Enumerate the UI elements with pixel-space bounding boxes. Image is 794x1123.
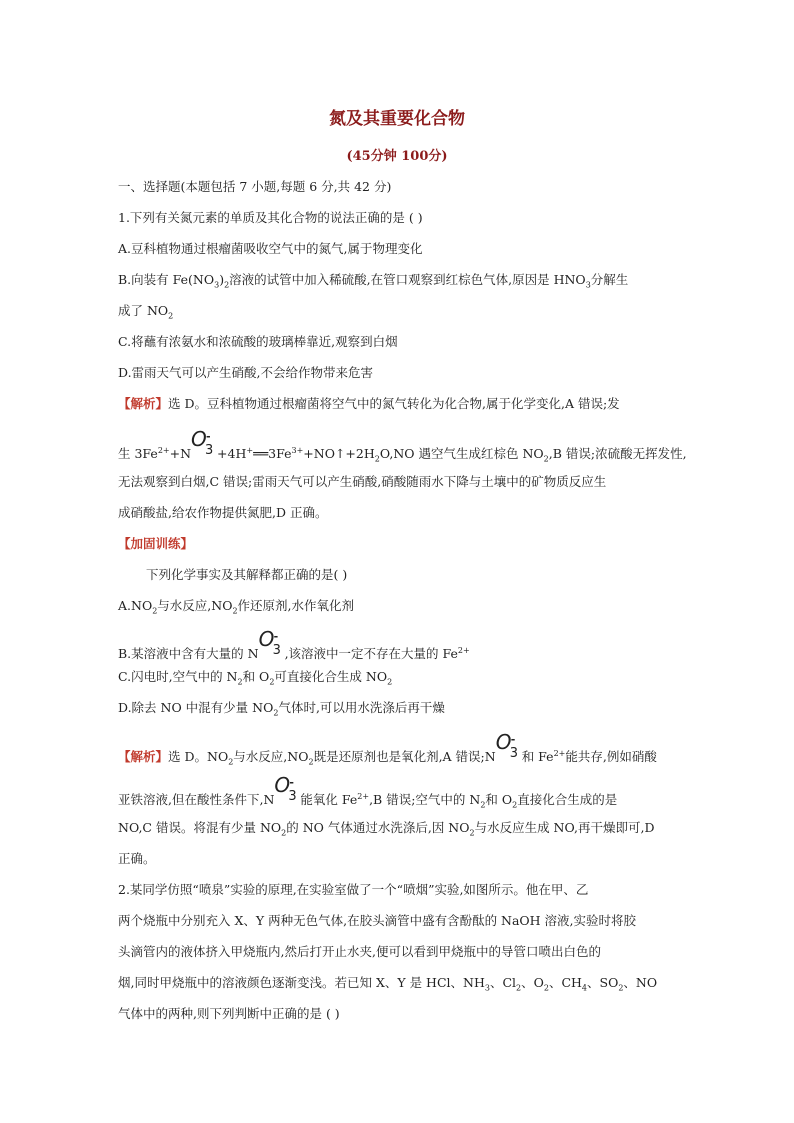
q2-line5: 气体中的两种,则下列判断中正确的是 ( ) <box>118 1006 340 1021</box>
reinforce-analysis-line4: 正确。 <box>118 851 156 866</box>
reinforce-analysis-line3: NO,C 错误。将混有少量 $NO_2$的 NO 气体通过水洗涤后,因 $NO_2$与水反应生成 NO,再干燥即可,D <box>118 820 655 838</box>
reinforce-analysis-line1: 【解析】选 D。$NO_2$与水反应$,NO_2$既是还原剂也是氧化剂,A 错误;N O 3 - 和 $Fe^{2+}$能共存,例如硝酸 <box>118 730 657 767</box>
reinforce-tag: 【加固训练】 <box>118 536 194 551</box>
q1-analysis-line1: 【解析】选 D。豆科植物通过根瘤菌将空气中的氮气转化为化合物,属于化学变化,A 错误;发 <box>118 396 620 411</box>
nitrate-ion-formula: O 3 - <box>274 773 297 804</box>
reinforce-stem: 下列化学事实及其解释都正确的是( ) <box>146 567 348 582</box>
q1-stem: 1.下列有关氮元素的单质及其化合物的说法正确的是 ( ) <box>118 210 423 225</box>
page-subtitle: (45分钟 100分) <box>346 149 448 164</box>
q1-analysis-line3: 无法观察到白烟,C 错误;雷雨天气可以产生硝酸,硝酸随雨水下降与土壤中的矿物质反应生 <box>118 474 607 489</box>
analysis-tag: 【解析】 <box>118 396 169 411</box>
q1-option-a: A.豆科植物通过根瘤菌吸收空气中的氮气,属于物理变化 <box>118 241 423 256</box>
reinforce-option-d: D.除去 NO 中混有少量 $NO_2$气体时,可以用水洗涤后再干燥 <box>118 700 445 718</box>
q1-option-d: D.雷雨天气可以产生硝酸,不会给作物带来危害 <box>118 365 374 380</box>
nitrate-ion-formula: O 3 - <box>191 427 214 458</box>
q1-option-c: C.将蘸有浓氨水和浓硫酸的玻璃棒靠近,观察到白烟 <box>118 334 398 349</box>
section-heading: 一、选择题(本题包括 7 小题,每题 6 分,共 42 分) <box>118 179 392 194</box>
page-title: 氮及其重要化合物 <box>329 109 465 129</box>
reinforce-option-a: $A.NO_2$与水反应$,NO_2$作还原剂,水作氧化剂 <box>118 598 355 616</box>
q2-line2: 两个烧瓶中分别充入 X、Y 两种无色气体,在胶头滴管中盛有含酚酞的 NaOH 溶液,实验时将胶 <box>118 913 637 928</box>
nitrate-ion-formula: O 3 - <box>495 730 518 761</box>
q1-analysis-line2: 生 $3Fe^{2+}+N$ O 3 - $+4H^+══3Fe^{3+}+NO↑+2H_2O,NO$ 遇空气生成红棕色 $NO_2,B$ 错误;浓硫酸无挥发性, <box>118 427 687 464</box>
reinforce-option-c: C.闪电时,空气中的 $N_2$和 $O_2$可直接化合生成 $NO_2$ <box>118 669 393 687</box>
q2-line4: 烟,同时甲烧瓶中的溶液颜色逐渐变浅。若已知 X、Y 是 HCl、$NH_3$、$Cl_2$、$O_2$、$CH_4$、$SO_2$、NO <box>118 975 658 993</box>
q1-option-b-line1: B.向装有 $Fe(NO_3)_2$溶液的试管中加入稀硫酸,在管口观察到红棕色气体,原因是 $HNO_3$分解生 <box>118 272 629 290</box>
nitrate-ion-formula: O 3 - <box>258 627 281 658</box>
analysis-tag: 【解析】 <box>118 749 169 764</box>
reinforce-analysis-line2: 亚铁溶液,但在酸性条件下,N O 3 - 能氧化 $Fe^{2+},B$ 错误;空气中的 $N_2$和 $O_2$直接化合生成的是 <box>118 773 618 810</box>
q1-option-b-line2: 成了 $NO_2$ <box>118 303 174 321</box>
reinforce-option-b: B.某溶液中含有大量的 N O 3 - ,该溶液中一定不存在大量的 $Fe^{2+}$ <box>118 627 470 661</box>
q2-line3: 头滴管内的液体挤入甲烧瓶内,然后打开止水夹,便可以看到甲烧瓶中的导管口喷出白色的 <box>118 944 601 959</box>
q1-analysis-line4: 成硝酸盐,给农作物提供氮肥,D 正确。 <box>118 505 328 520</box>
q2-line1: 2.某同学仿照“喷泉”实验的原理,在实验室做了一个“喷烟”实验,如图所示。他在甲、乙 <box>118 882 589 897</box>
